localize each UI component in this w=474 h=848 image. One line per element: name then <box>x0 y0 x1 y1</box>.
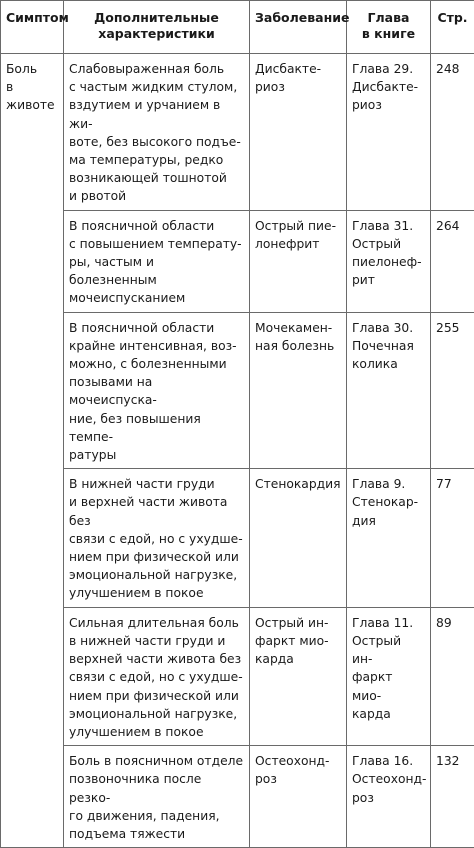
table-row <box>1 210 474 312</box>
details-cell: Слабовыраженная боль с частым жидким стулом, вздутием и урчанием в жи- воте, без высокого подъе- ма температуры, редко возникающей тошнотой и рвотой <box>64 54 250 211</box>
table-row <box>1 607 474 745</box>
header-page: Стр. <box>431 1 474 54</box>
disease-cell: Острый ин- фаркт мио- карда <box>250 607 347 745</box>
chapter-cell: Глава 30. Почечная колика <box>347 312 431 469</box>
disease-cell: Остеохонд- роз <box>250 746 347 848</box>
details-cell: Сильная длительная боль в нижней части груди и верхней части живота без связи с едой, но с ухудше- нием при физической или эмоциональной нагрузке, улучшением в покое <box>64 607 250 745</box>
details-cell: В поясничной области с повышением температу- ры, частым и болезненным мочеиспусканием <box>64 210 250 312</box>
table-row <box>1 746 474 848</box>
chapter-cell: Глава 9. Стенокар- дия <box>347 469 431 607</box>
table-body <box>1 54 474 848</box>
page-cell: 255 <box>431 312 474 469</box>
page-cell: 132 <box>431 746 474 848</box>
header-details: Дополнительные характеристики <box>64 1 250 54</box>
disease-cell: Острый пие- лонефрит <box>250 210 347 312</box>
table-header <box>1 1 474 54</box>
disease-cell: Мочекамен- ная болезнь <box>250 312 347 469</box>
chapter-cell: Глава 11. Острый ин- фаркт мио- карда <box>347 607 431 745</box>
details-cell: В нижней части груди и верхней части живота без связи с едой, но с ухудше- нием при физической или эмоциональной нагрузке, улучшением в покое <box>64 469 250 607</box>
symptom-cell: Боль в животе <box>1 54 64 848</box>
header-chapter: Глава в книге <box>347 1 431 54</box>
page-cell: 89 <box>431 607 474 745</box>
header-disease: Заболевание <box>250 1 347 54</box>
disease-cell: Стенокардия <box>250 469 347 607</box>
page-cell: 77 <box>431 469 474 607</box>
chapter-cell: Глава 31. Острый пиелонеф- рит <box>347 210 431 312</box>
header-symptom: Симптом <box>1 1 64 54</box>
chapter-cell: Глава 16. Остеохонд- роз <box>347 746 431 848</box>
page-cell: 264 <box>431 210 474 312</box>
disease-cell: Дисбакте- риоз <box>250 54 347 211</box>
chapter-cell: Глава 29. Дисбакте- риоз <box>347 54 431 211</box>
header-row <box>1 1 474 54</box>
table-row <box>1 312 474 469</box>
table-row <box>1 54 474 211</box>
page-cell: 248 <box>431 54 474 211</box>
details-cell: Боль в поясничном отделе позвоночника после резко- го движения, падения, подъема тяжести <box>64 746 250 848</box>
table-row <box>1 469 474 607</box>
details-cell: В поясничной области крайне интенсивная, воз- можно, с болезненными позывами на мочеиспуска- ние, без повышения темпе- ратуры <box>64 312 250 469</box>
